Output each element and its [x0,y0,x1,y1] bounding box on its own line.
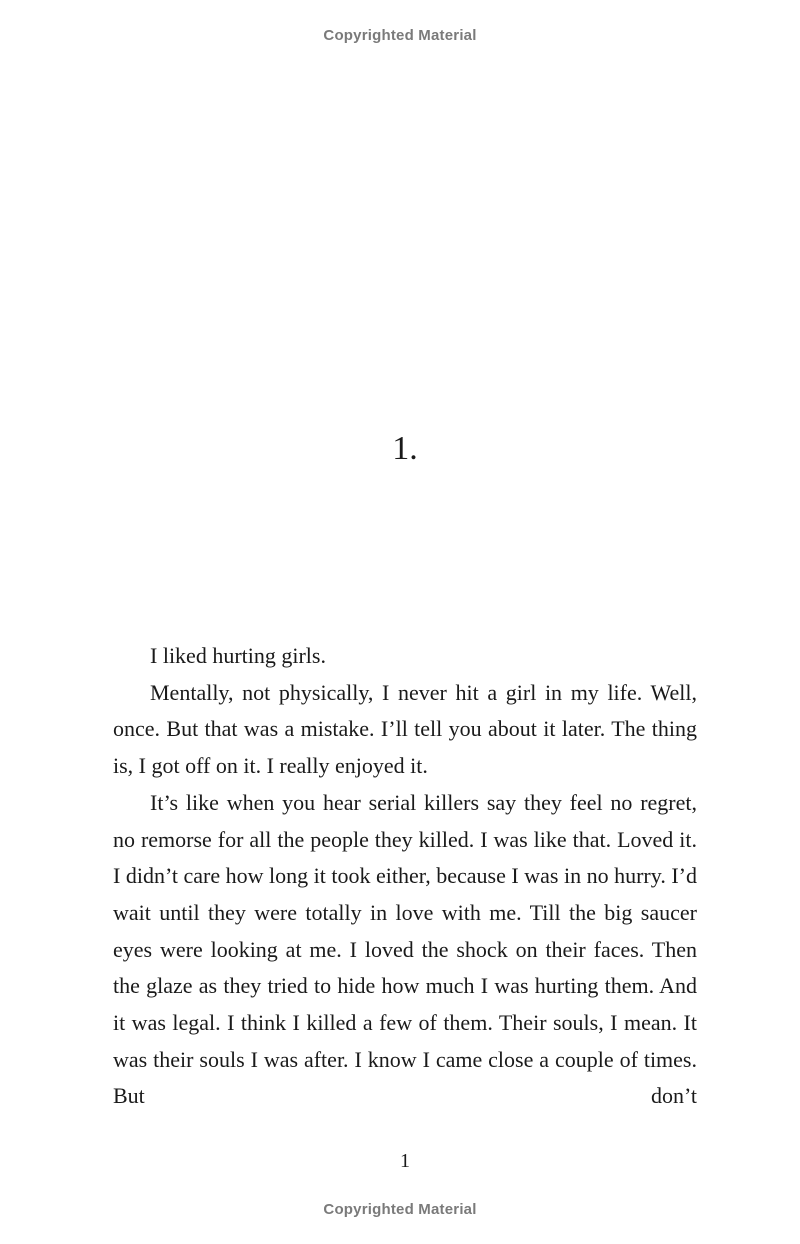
page-number: 1 [400,1150,410,1172]
copyright-notice-bottom: Copyrighted Material [323,1201,477,1218]
chapter-number: 1. [392,430,418,467]
body-text [113,638,697,1115]
paragraph-3: It’s like when you hear serial killers say they feel no regret, no remorse for all the people they killed. I was like that. Loved it. I didn’t care how long it took either, because I was in no hurry. I’d wait until they were totally in love with me. Till the big saucer eyes were looking at me. I loved the shock on their faces. Then the glaze as they tried to hide how much I was hurting them. And it was legal. I think I killed a few of them. Their souls, I mean. It was their souls I was after. I know I came close a couple of times. But don’t [113,789,697,1109]
paragraph-1: I liked hurting girls. [150,643,326,668]
copyright-notice-top: Copyrighted Material [323,27,477,44]
paragraph-2: Mentally, not physically, I never hit a girl in my life. Well, once. But that was a mistake. I’ll tell you about it later. The thing is, I got off on it. I really enjoyed it. [113,679,697,779]
